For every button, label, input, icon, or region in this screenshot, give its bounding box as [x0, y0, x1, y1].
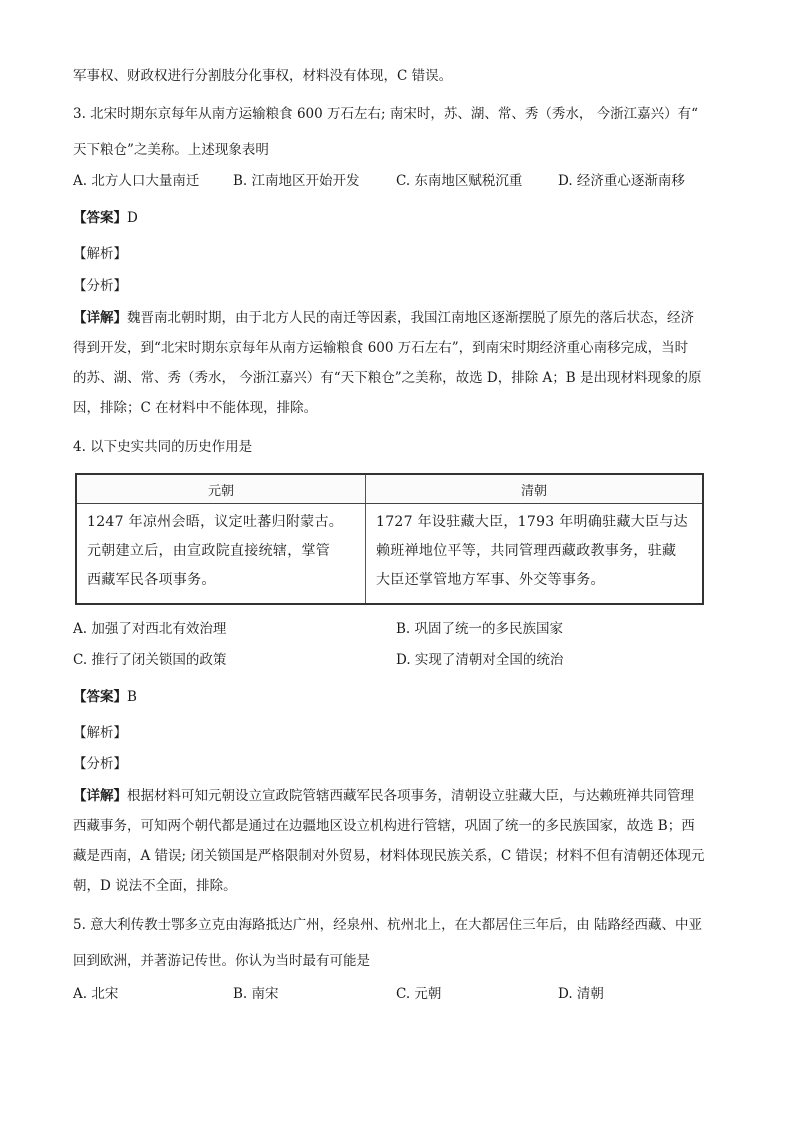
q4-option-b: B. 巩固了统一的多民族国家: [396, 621, 564, 637]
q3-answer-tag: 【答案】: [73, 210, 127, 226]
yuan-line: 元朝建立后，由宣政院直接统辖，掌管: [87, 543, 331, 559]
q3-analysis-tag: 【解析】: [73, 246, 127, 262]
intro-line: 军事权、财政权进行分割肢分化事权，材料没有体现，C 错误。: [73, 68, 453, 84]
table-cell-yuan: [76, 504, 366, 605]
yuan-line: 1247 年凉州会晤，议定吐蕃归附蒙古。: [87, 514, 344, 530]
table-header-row: [76, 474, 703, 504]
q3-answer-value: D: [127, 210, 138, 226]
table-row: [76, 504, 703, 605]
q3-detail-text1: 魏晋南北朝时期，由于北方人民的南迁等因素，我国江南地区逐渐摆脱了原先的落后状态，经济: [127, 310, 694, 326]
q3-option-b: B. 江南地区开始开发: [233, 173, 360, 189]
q3-option-a: A. 北方人口大量南迁: [73, 173, 200, 189]
q4-detail-line3: 藏是西南，A 错误; 闭关锁国是严格限制对外贸易，材料体现民族关系，C 错误；材料不但有清朝还体现元: [73, 848, 705, 864]
q3-detail-line4: 因，排除；C 在材料中不能体现，排除。: [73, 400, 318, 416]
q4-detail-line1: [73, 787, 733, 805]
q5-option-c: C. 元朝: [396, 986, 442, 1002]
q4-option-d: D. 实现了清朝对全国的统治: [396, 652, 564, 668]
qing-line: 1727 年设驻藏大臣，1793 年明确驻藏大臣与达: [376, 514, 688, 530]
q3-fenxi-tag: 【分析】: [73, 278, 127, 294]
q4-history-table: [75, 473, 704, 605]
q3-detail-line3: 的苏、湖、常、秀（秀水， 今浙江嘉兴）有“天下粮仓”之美称，故选 D，排除 A；B 是出现材料现象的原: [73, 370, 702, 386]
qing-line: 赖班禅地位平等，共同管理西藏政教事务，驻藏: [376, 543, 677, 559]
q5-stem-line1: 5. 意大利传教士鄂多立克由海路抵达广州，经泉州、杭州北上，在大都居住三年后，由 陆路经西藏、中亚: [73, 917, 702, 933]
q3-detail-line2: 得到开发，到“北宋时期东京每年从南方运输粮食 600 万石左右”，到南宋时期经济重心南移完成，当时: [73, 340, 689, 356]
q4-detail-line4: 朝，D 说法不全面，排除。: [73, 878, 237, 894]
q3-option-d: D. 经济重心逐渐南移: [558, 173, 685, 189]
q4-stem: 4. 以下史实共同的历史作用是: [73, 439, 253, 455]
yuan-line: 西藏军民各项事务。: [87, 572, 216, 588]
q4-answer-value: B: [127, 689, 137, 705]
q3-stem-line1: 3. 北宋时期东京每年从南方运输粮食 600 万石左右; 南宋时，苏、湖、常、秀（秀水， 今浙江嘉兴）有“: [73, 106, 699, 122]
q3-stem-line2: 天下粮仓”之美称。上述现象表明: [73, 142, 269, 158]
q4-option-c: C. 推行了闭关锁国的政策: [73, 652, 227, 668]
q3-answer: [73, 209, 733, 227]
q4-fenxi-tag: 【分析】: [73, 756, 127, 772]
q4-detail-text1: 根据材料可知元朝设立宣政院管辖西藏军民各项事务，清朝设立驻藏大臣，与达赖班禅共同管理: [127, 788, 694, 804]
q3-detail-line1: [73, 309, 733, 327]
q4-answer: [73, 688, 733, 706]
q3-detail-tag: 【详解】: [73, 310, 127, 326]
q4-option-a: A. 加强了对西北有效治理: [73, 621, 227, 637]
q5-option-d: D. 清朝: [558, 986, 604, 1002]
q5-option-a: A. 北宋: [73, 986, 119, 1002]
q4-analysis-tag: 【解析】: [73, 725, 127, 741]
table-header-yuan: 元朝: [76, 474, 366, 504]
q3-option-c: C. 东南地区赋税沉重: [396, 173, 523, 189]
table-cell-qing: [366, 504, 704, 605]
q4-detail-line2: 西藏事务，可知两个朝代都是通过在边疆地区设立机构进行管辖，巩固了统一的多民族国家，故选 B；西: [73, 818, 695, 834]
table-header-qing: 清朝: [366, 474, 704, 504]
q4-detail-tag: 【详解】: [73, 788, 127, 804]
q4-answer-tag: 【答案】: [73, 689, 127, 705]
q5-option-b: B. 南宋: [233, 986, 279, 1002]
q5-stem-line2: 回到欧洲，并著游记传世。你认为当时最有可能是: [73, 953, 370, 969]
qing-line: 大臣还掌管地方军事、外交等事务。: [376, 572, 605, 588]
